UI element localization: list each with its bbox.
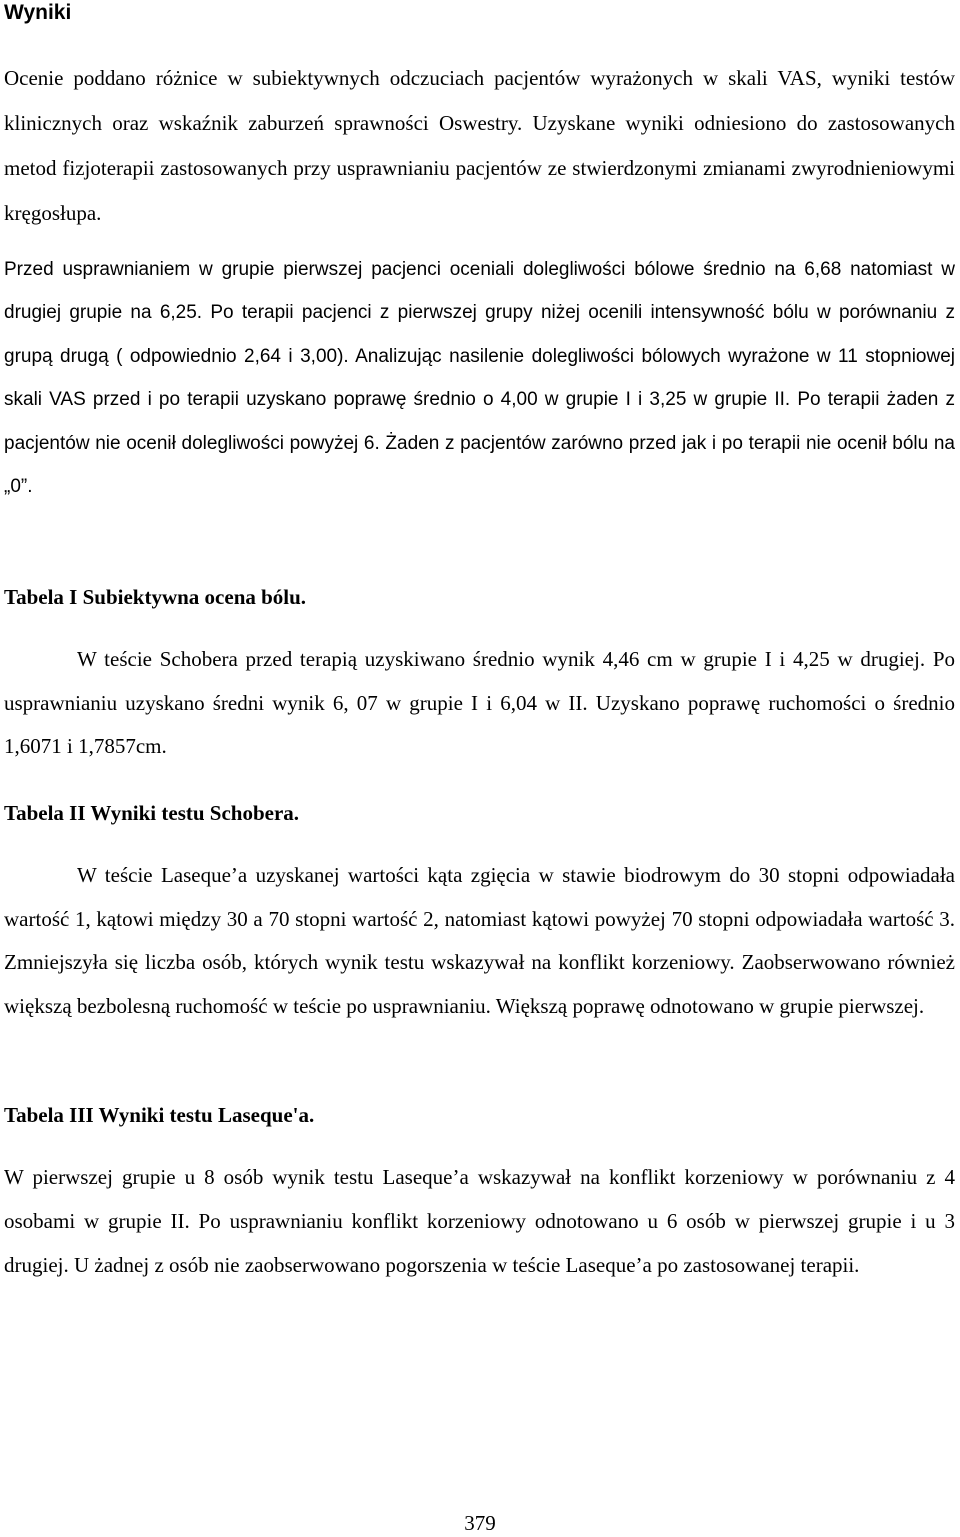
- table-caption-2: Tabela II Wyniki testu Schobera.: [4, 801, 300, 825]
- page-number: 379: [464, 1511, 496, 1535]
- paragraph-intro: Ocenie poddano różnice w subiektywnych odczuciach pacjentów wyrażonych w skali VAS, wyniki testów klinicznych oraz wskaźnik zaburzeń sprawności Oswestry. Uzyskane wyniki odniesiono do zastosowanych metod fizjoterapii zastosowanych przy usprawnianiu pacjentów ze stwierdzonymi zmianami zwyrodnieniowymi kręgosłupa.: [4, 66, 955, 225]
- paragraph-vas-results: Przed usprawnianiem w grupie pierwszej pacjenci oceniali dolegliwości bólowe średnio na 6,68 natomiast w drugiej grupie na 6,25. Po terapii pacjenci z pierwszej grupy niżej ocenili intensywność bólu w porównaniu z grupą drugą ( odpowiednio 2,64 i 3,00). Analizując nasilenie dolegliwości bólowych wyrażone w 11 stopniowej skali VAS przed i po terapii uzyskano poprawę średnio o 4,00 w grupie I i 3,25 w grupie II. Po terapii żaden z pacjentów nie ocenił dolegliwości powyżej 6. Żaden z pacjentów zarówno przed jak i po terapii nie ocenił bólu na „0”.: [4, 259, 955, 498]
- section-heading: Wyniki: [4, 1, 72, 24]
- table-caption-3: Tabela III Wyniki testu Laseque'a.: [4, 1103, 315, 1127]
- paragraph-laseque-results: W pierwszej grupie u 8 osób wynik testu Laseque’a wskazywał na konflikt korzeniowy w porównaniu z 4 osobami w grupie II. Po usprawnianiu konflikt korzeniowy odnotowano u 6 osób w pierwszej grupie i u 3 drugiej. U żadnej z osób nie zaobserwowano pogorszenia w teście Laseque’a po zastosowanej terapii.: [4, 1165, 955, 1277]
- table-caption-1: Tabela I Subiektywna ocena bólu.: [4, 585, 307, 609]
- paragraph-schober-results: W teście Schobera przed terapią uzyskiwano średnio wynik 4,46 cm w grupie I i 4,25 w drugiej. Po usprawnianiu uzyskano średni wynik 6, 07 w grupie I i 6,04 w II. Uzyskano poprawę ruchomości o średnio 1,6071 i 1,7857cm.: [4, 647, 955, 758]
- paragraph-laseque-method: W teście Laseque’a uzyskanej wartości kąta zgięcia w stawie biodrowym do 30 stopni odpowiadała wartość 1, kątowi między 30 a 70 stopni wartość 2, natomiast kątowi powyżej 70 stopni odpowiadała wartość 3. Zmniejszyła się liczba osób, których wynik testu wskazywał na konflikt korzeniowy. Zaobserwowano również większą bezbolesną ruchomość w teście po usprawnianiu. Większą poprawę odnotowano w grupie pierwszej.: [4, 863, 955, 1019]
